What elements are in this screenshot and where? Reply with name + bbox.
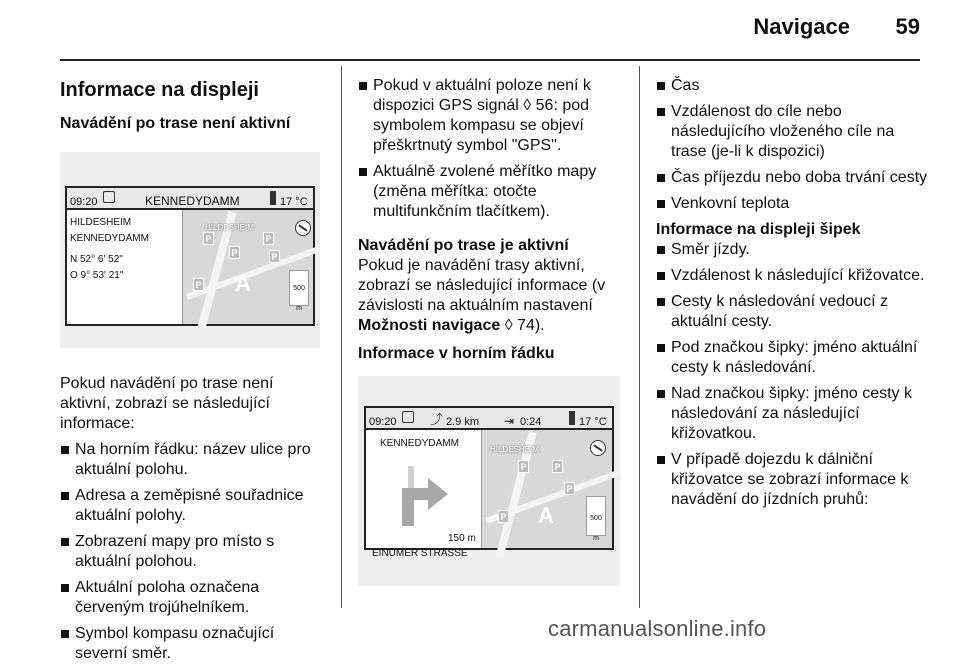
top-row-info-list	[656, 76, 928, 214]
column-1	[60, 66, 328, 664]
position-marker: A	[235, 271, 251, 296]
route-icon: ⤴	[430, 412, 444, 427]
list-item: Čas	[656, 76, 928, 96]
screen-temp: 17 °C	[579, 416, 607, 428]
arrow-panel	[366, 430, 482, 559]
screen-time: 09:20	[70, 196, 98, 208]
parking-icon: P	[229, 246, 240, 259]
parking-icon: P	[518, 460, 529, 473]
subsection-title: Navádění po trase je aktivní	[358, 237, 569, 254]
header-rule	[60, 59, 920, 61]
scale-unit: m	[296, 305, 302, 312]
parking-icon: P	[269, 250, 280, 263]
turn-arrow-icon	[390, 458, 452, 526]
address-city: HILDESHEIM	[70, 217, 132, 228]
info-list	[60, 440, 328, 664]
map-scale	[289, 270, 309, 312]
list-item: Adresa a zeměpisné souřadnice aktuální polohy.	[60, 486, 328, 526]
display-figure-1	[60, 152, 320, 348]
list-item: Nad značkou šipky: jméno cesty k následování za následující křižovatkou.	[656, 384, 928, 444]
column-3	[656, 66, 928, 510]
info-list	[358, 76, 630, 222]
list-item: Čas příjezdu nebo doba trvání cesty	[656, 168, 928, 188]
screen-top-bar	[366, 408, 612, 430]
longitude: O 9° 53' 21"	[70, 270, 124, 281]
guidance-paragraph	[358, 256, 630, 336]
intro-paragraph: Pokud navádění po trase není aktivní, zobrazí se následující informace:	[60, 375, 274, 432]
address-panel	[67, 210, 183, 324]
parking-icon: P	[564, 482, 575, 495]
map-city-label: HILDESHEIM	[490, 445, 539, 454]
map-view	[482, 430, 612, 548]
subsection-title: Navádění po trase není aktivní	[60, 115, 291, 132]
map-view	[183, 210, 313, 324]
column-2	[358, 66, 630, 586]
column-divider	[639, 66, 640, 608]
list-item: Venkovní teplota	[656, 194, 928, 214]
list-item: Zobrazení mapy pro místo s aktuální polohou.	[60, 532, 328, 572]
list-item: Aktuálně zvolené měřítko mapy (změna měřítka: otočte multifunkčním tlačítkem).	[358, 162, 630, 222]
column-divider	[341, 66, 342, 608]
screen-top-bar	[67, 188, 313, 210]
compass-icon	[295, 220, 311, 236]
nav-screen-2	[364, 406, 614, 559]
screen-time: 09:20	[369, 416, 397, 428]
page-number: 59	[895, 14, 920, 39]
parking-icon: P	[552, 460, 563, 473]
nav-screen-1	[65, 186, 315, 326]
screen-temp: 17 °C	[280, 196, 308, 208]
parking-icon: P	[263, 232, 274, 245]
gps-icon	[103, 191, 115, 203]
paragraph-text: Pokud je navádění trasy aktivní, zobrazí se následující informace (v závislosti na aktuálním nastavení	[358, 257, 606, 314]
thermometer-icon	[270, 191, 276, 205]
arrow-info-list	[656, 240, 928, 510]
arrival-icon: ⇥	[504, 414, 515, 428]
subsection-title: Informace na displeji šipek	[656, 221, 861, 238]
section-title: Informace na displeji	[60, 79, 259, 101]
scale-value: 500	[590, 515, 602, 522]
list-item: Směr jízdy.	[656, 240, 928, 260]
map-city-label: HILDESHEIM	[205, 223, 254, 232]
next-street: KENNEDYDAMM	[380, 438, 459, 449]
current-street: EINUMER STRASSE	[372, 548, 468, 559]
parking-icon: P	[203, 232, 214, 245]
gps-icon	[402, 411, 414, 423]
compass-icon	[590, 440, 606, 456]
watermark-footer: carmanualsonline.info	[548, 616, 767, 641]
page-header-title: Navigace	[753, 14, 850, 39]
list-item: Symbol kompasu označující severní směr.	[60, 624, 328, 664]
list-item: Pokud v aktuální poloze není k dispozici GPS signál ◊ 56: pod symbolem kompasu se objeví přeškrtnutý symbol "GPS".	[358, 76, 630, 156]
arrival-time: 0:24	[520, 416, 542, 428]
settings-link-text: Možnosti navigace	[358, 317, 501, 334]
address-street: KENNEDYDAMM	[70, 233, 149, 244]
list-item: Vzdálenost k následující křižovatce.	[656, 266, 928, 286]
list-item: Vzdálenost do cíle nebo následujícího vloženého cíle na trase (je-li k dispozici)	[656, 102, 928, 162]
list-item: Cesty k následování vedoucí z aktuální cesty.	[656, 292, 928, 332]
position-marker: A	[538, 503, 554, 528]
list-item: Pod značkou šipky: jméno aktuální cesty k následování.	[656, 338, 928, 378]
paragraph-text: ◊ 74).	[500, 317, 545, 334]
distance-to-destination: 2.9 km	[446, 416, 480, 428]
scale-unit: m	[593, 535, 599, 542]
thermometer-icon	[569, 411, 575, 425]
parking-icon: P	[498, 510, 509, 523]
list-item: Aktuální poloha označena červeným trojúhelníkem.	[60, 578, 328, 618]
parking-icon: P	[193, 278, 204, 291]
turn-distance: 150 m	[448, 533, 476, 544]
list-item: Na horním řádku: název ulice pro aktuální polohu.	[60, 440, 328, 480]
map-scale	[586, 496, 606, 542]
list-item: V případě dojezdu k dálniční křižovatce se zobrazí informace k navádění do jízdních pruhů:	[656, 450, 928, 510]
scale-value: 500	[293, 285, 305, 292]
display-figure-2	[358, 376, 620, 586]
subsection-title: Informace v horním řádku	[358, 345, 555, 362]
screen-street: KENNEDYDAMM	[145, 194, 240, 208]
latitude: N 52° 6' 52"	[70, 254, 123, 265]
